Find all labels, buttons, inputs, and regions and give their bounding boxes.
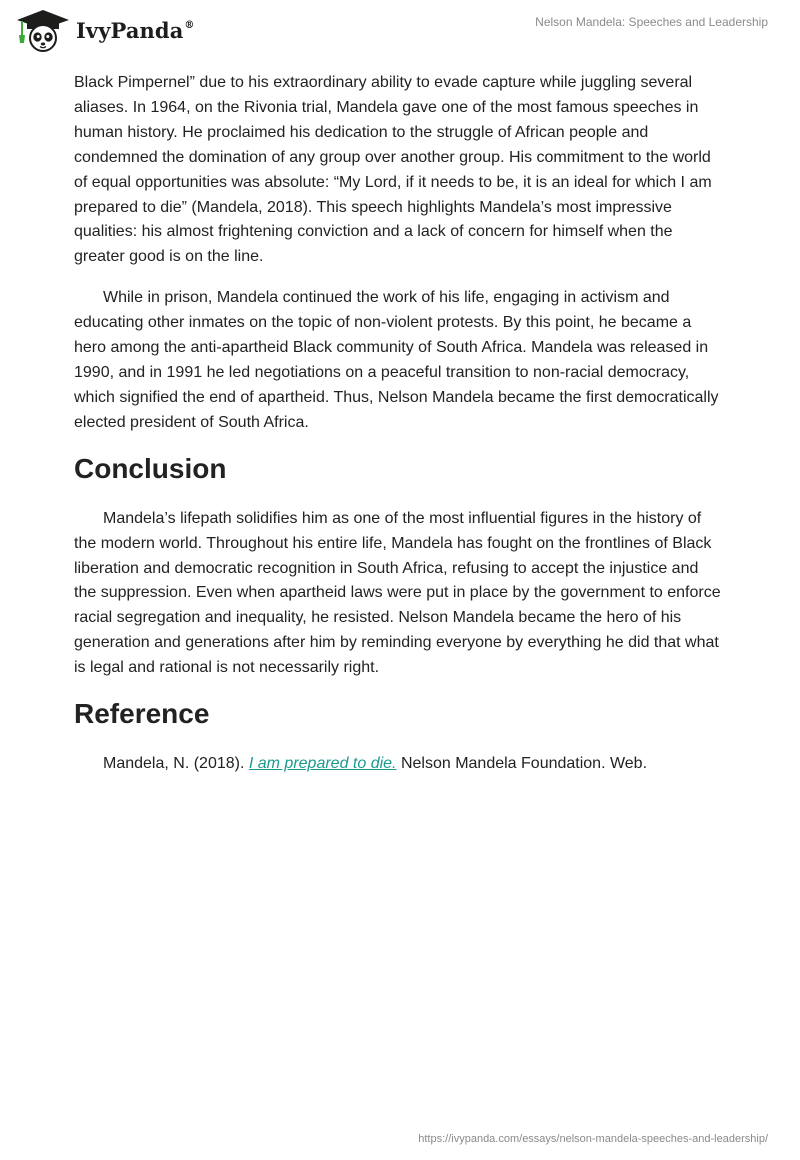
body-paragraph: While in prison, Mandela continued the work of his life, engaging in activism and educating other inmates on the topic of non-violent protests. By this point, he became a hero among the anti-apartheid Black community of South Africa. Mandela was released in 1990, and in 1991 he led negotiations on a peaceful transition to non-racial democracy, which signified the end of apartheid. Thus, Nelson Mandela became the first democratically elected president of South Africa. [74, 289, 719, 431]
registered-mark: ® [184, 19, 195, 31]
body-paragraph: Black Pimpernel” due to his extraordinary ability to evade capture while juggling several aliases. In 1964, on the Rivonia trial, Mandela gave one of the most famous speeches in human history. He proclaimed his dedication to the struggle of African people and condemned the domination of any group over another group. His commitment to the world of equal opportunities was absolute: “My Lord, if it needs to be, it is an ideal for which I am prepared to die” (Mandela, 2018). This speech highlights Mandela’s most impressive qualities: his almost frightening conviction and a lack of concern for himself when the greater good is on the line. [74, 74, 712, 266]
logo-wordmark: IvyPanda® [76, 17, 195, 43]
body-paragraph: Mandela’s lifepath solidifies him as one of the most influential figures in the history of the modern world. Throughout his entire life, Mandela has fought on the frontlines of Black liberation and democratic recognition in South Africa, refusing to accept the injustice and the suppression. Even when apartheid laws were put in place by the government to enforce racial segregation and inequality, he resisted. Nelson Mandela became the hero of his generation and generations after him by reminding everyone by everything he did that what is legal and rational is not necessarily right. [74, 509, 721, 677]
reference-author-year: Mandela, N. (2018). [103, 755, 249, 773]
conclusion-heading: Conclusion [74, 452, 227, 484]
reference-heading: Reference [74, 698, 210, 730]
reference-entry [74, 752, 724, 777]
panda-graduate-icon [14, 8, 72, 52]
page-header [0, 0, 800, 60]
ivypanda-logo[interactable] [14, 8, 195, 52]
reference-source: Nelson Mandela Foundation. Web. [396, 755, 648, 773]
footer-url[interactable]: https://ivypanda.com/essays/nelson-mandela-speeches-and-leadership/ [418, 1133, 768, 1145]
essay-content [74, 71, 724, 793]
document-title: Nelson Mandela: Speeches and Leadership [535, 15, 768, 29]
reference-link[interactable]: I am prepared to die. [248, 755, 397, 773]
